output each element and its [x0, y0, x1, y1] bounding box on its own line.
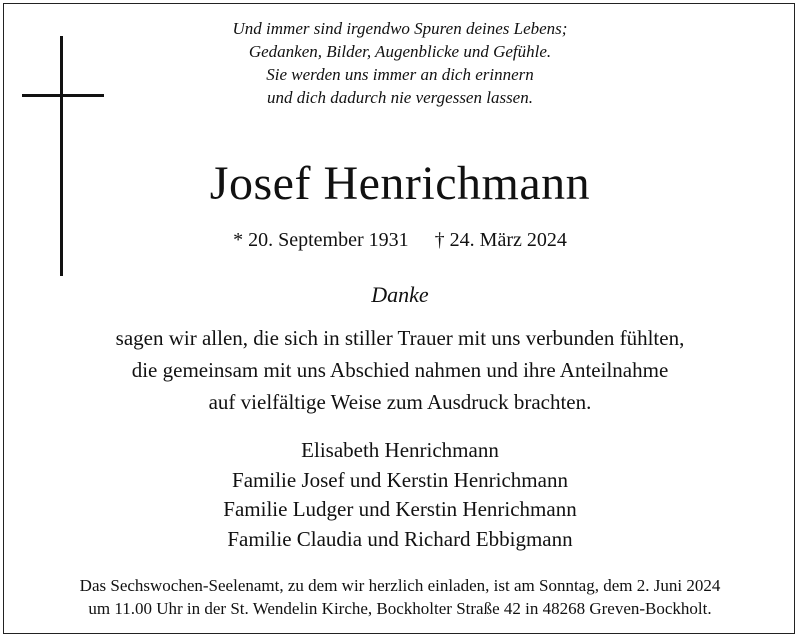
poem-line: und dich dadurch nie vergessen lassen. [267, 88, 533, 107]
family-member: Elisabeth Henrichmann [301, 438, 499, 462]
deceased-name: Josef Henrichmann [209, 157, 591, 210]
poem [0, 17, 800, 109]
thanks-line: die gemeinsam mit uns Abschied nahmen und ihre Anteilnahme [131, 358, 669, 382]
mass-notice [0, 574, 800, 620]
thanks-line: auf vielfältige Weise zum Ausdruck brachten. [208, 390, 592, 414]
birth-date: * 20. September 1931 [233, 229, 409, 251]
poem-line: Und immer sind irgendwo Spuren deines Lebens; [232, 19, 568, 38]
life-dates [0, 226, 800, 254]
poem-line: Sie werden uns immer an dich erinnern [266, 65, 534, 84]
family-member: Familie Claudia und Richard Ebbigmann [227, 526, 573, 551]
family-member: Familie Josef und Kerstin Henrichmann [232, 467, 568, 492]
poem-line: Gedanken, Bilder, Augenblicke und Gefühle. [248, 42, 552, 61]
family-member: Familie Ludger und Kerstin Henrichmann [223, 497, 577, 521]
notice-line: um 11.00 Uhr in der St. Wendelin Kirche, Bockholter Straße 42 in 48268 Greven-Bockholt. [88, 599, 712, 618]
thanks-line: sagen wir allen, die sich in stiller Trauer mit uns verbunden fühlten, [115, 326, 685, 350]
notice-line: Das Sechswochen-Seelenamt, zu dem wir herzlich einladen, ist am Sonntag, dem 2. Juni 2024 [79, 576, 721, 595]
family-signatures [0, 436, 800, 554]
thanks-heading: Danke [371, 282, 429, 307]
death-date: † 24. März 2024 [434, 229, 567, 251]
thanks-text [0, 322, 800, 418]
